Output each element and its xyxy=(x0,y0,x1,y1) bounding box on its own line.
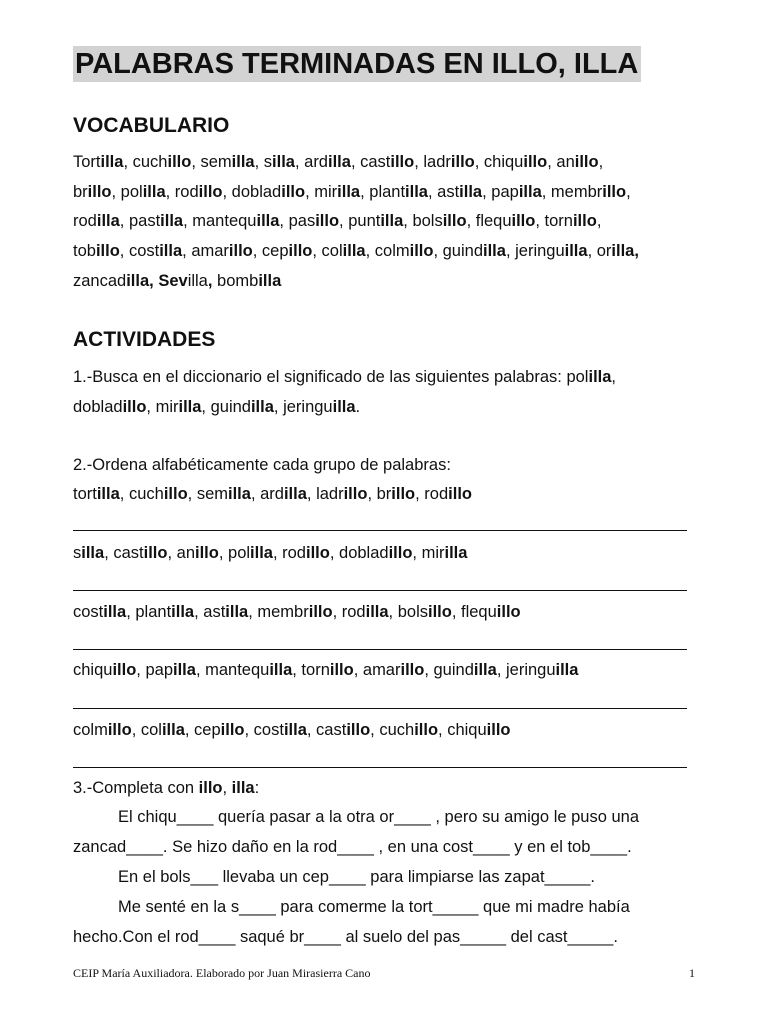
bold-ending: illa xyxy=(342,242,366,260)
activity-1-line xyxy=(73,367,616,387)
text-run: 1.-Busca en el diccionario el significado de las siguientes palabras: pol xyxy=(73,368,589,386)
bold-ending: illo xyxy=(400,661,425,679)
text-run: s xyxy=(73,544,82,562)
bold-ending: illa xyxy=(483,242,506,260)
text-run: , xyxy=(598,153,604,171)
text-run: tob xyxy=(73,242,96,260)
text-run: , s xyxy=(254,153,273,171)
bold-ending: illa xyxy=(328,153,351,171)
vocab-line xyxy=(73,152,603,172)
bold-ending: illo xyxy=(315,212,340,230)
bold-ending: illo xyxy=(288,242,313,260)
text-run: , ard xyxy=(294,153,328,171)
bold-ending: illo xyxy=(167,153,192,171)
bold-ending: illo xyxy=(450,153,475,171)
answer-line xyxy=(73,530,687,531)
bold-ending: illa xyxy=(405,183,428,201)
text-run: , past xyxy=(119,212,161,230)
text-run: rod xyxy=(73,212,97,230)
text-run: 2.-Ordena alfabéticamente cada grupo de palabras: xyxy=(73,456,451,474)
text-run: , jeringu xyxy=(505,242,565,260)
text-run: , pol xyxy=(218,544,251,562)
text-run: , flequ xyxy=(466,212,512,230)
bold-ending: illa xyxy=(171,603,195,621)
text-run: , xyxy=(596,212,602,230)
text-run: , xyxy=(626,183,631,201)
bold-ending: illa xyxy=(81,544,105,562)
text-run: , plant xyxy=(360,183,406,201)
bold-ending: illa xyxy=(228,485,251,503)
text-run: En el bols___ llevaba un cep____ para limpiarse las zapat_____. xyxy=(118,868,595,886)
bold-ending: illa xyxy=(100,153,124,171)
text-run: : xyxy=(254,779,260,797)
bold-ending: illo xyxy=(195,544,219,562)
text-run: , chiqu xyxy=(438,721,487,739)
bold-ending: illa xyxy=(365,603,389,621)
text-run: , ast xyxy=(194,603,226,621)
bold-ending: illa xyxy=(225,603,249,621)
text-run: , xyxy=(611,368,617,386)
bold-ending: illa xyxy=(231,779,255,797)
bold-ending: illo xyxy=(442,212,467,230)
text-run: bomb xyxy=(212,272,259,290)
text-run: , jeringu xyxy=(496,661,556,679)
fill-in-line xyxy=(118,867,595,887)
text-run: , pap xyxy=(136,661,173,679)
bold-ending: illa xyxy=(173,661,196,679)
text-run: , guind xyxy=(201,398,251,416)
vocab-line xyxy=(73,271,281,291)
bold-ending: illa xyxy=(142,183,166,201)
bold-ending: illa xyxy=(272,153,295,171)
text-run: , flequ xyxy=(451,603,497,621)
text-run: , jeringu xyxy=(273,398,333,416)
vocab-line xyxy=(73,241,639,261)
text-run: chiqu xyxy=(73,661,113,679)
text-run: , cast xyxy=(350,153,391,171)
text-run: , mantequ xyxy=(183,212,257,230)
bold-ending: illa xyxy=(258,272,282,290)
activities-heading: ACTIVIDADES xyxy=(73,328,216,351)
bold-ending: illa xyxy=(473,661,497,679)
text-run: , mir xyxy=(146,398,179,416)
bold-ending: illo xyxy=(390,153,415,171)
text-run: , bols xyxy=(403,212,443,230)
bold-ending: illa xyxy=(588,368,612,386)
text-run: , rod xyxy=(165,183,199,201)
word-group xyxy=(73,484,472,504)
text-run: cost xyxy=(73,603,104,621)
word-group xyxy=(73,660,578,680)
bold-ending: illa xyxy=(250,544,273,562)
text-run: , bols xyxy=(388,603,428,621)
bold-ending: illo xyxy=(107,721,132,739)
bold-ending: illo xyxy=(602,183,627,201)
text-run: , pas xyxy=(279,212,316,230)
bold-ending: illo xyxy=(122,398,147,416)
text-run: , xyxy=(222,779,232,797)
text-run: , guind xyxy=(424,661,474,679)
fill-in-line xyxy=(73,927,618,947)
bold-ending: illo xyxy=(574,153,599,171)
bold-ending: illo xyxy=(329,661,354,679)
bold-ending: illa xyxy=(564,242,588,260)
text-run: , or xyxy=(587,242,612,260)
bold-ending: illa xyxy=(459,183,483,201)
text-run: , membr xyxy=(248,603,309,621)
bold-ending: illa xyxy=(337,183,361,201)
text-run: , amar xyxy=(182,242,229,260)
bold-ending: illo xyxy=(572,212,597,230)
vocabulary-heading: VOCABULARIO xyxy=(73,114,230,137)
bold-ending: illo xyxy=(414,721,439,739)
bold-ending: illo xyxy=(409,242,434,260)
bold-ending: illo xyxy=(391,485,416,503)
text-run: , pap xyxy=(482,183,519,201)
bold-ending: illa, Sev xyxy=(126,272,188,290)
text-run: , col xyxy=(131,721,162,739)
text-run: , ard xyxy=(250,485,284,503)
bold-ending: illo xyxy=(198,183,223,201)
answer-line xyxy=(73,767,687,768)
page-footer xyxy=(73,966,695,981)
text-run: colm xyxy=(73,721,108,739)
bold-ending: illa xyxy=(518,183,542,201)
bold-ending: , xyxy=(207,272,213,290)
bold-ending: illo xyxy=(281,183,306,201)
text-run: , doblad xyxy=(329,544,389,562)
text-run: , rod xyxy=(332,603,366,621)
answer-line xyxy=(73,590,687,591)
bold-ending: illa xyxy=(269,661,293,679)
word-group xyxy=(73,602,521,622)
text-run: , sem xyxy=(187,485,228,503)
text-run: , cuch xyxy=(370,721,415,739)
text-run: , cuch xyxy=(119,485,164,503)
page-title: PALABRAS TERMINADAS EN ILLO, ILLA xyxy=(73,46,641,82)
text-run: , colm xyxy=(365,242,410,260)
text-run: , torn xyxy=(535,212,573,230)
text-run: , cost xyxy=(244,721,284,739)
activity-2-intro xyxy=(73,455,451,475)
bold-ending: illo xyxy=(228,242,253,260)
answer-line xyxy=(73,708,687,709)
bold-ending: illo xyxy=(95,242,120,260)
bold-ending: illo xyxy=(306,544,330,562)
text-run: , cuch xyxy=(123,153,168,171)
text-run: , cost xyxy=(119,242,160,260)
text-run: , chiqu xyxy=(474,153,524,171)
text-run: , col xyxy=(312,242,343,260)
text-run: , amar xyxy=(353,661,401,679)
text-run: br xyxy=(73,183,88,201)
text-run: doblad xyxy=(73,398,123,416)
bold-ending: illo xyxy=(427,603,452,621)
text-run: Me senté en la s____ para comerme la tort_____ que mi madre había xyxy=(118,898,630,916)
text-run: , mantequ xyxy=(195,661,270,679)
text-run: , pol xyxy=(111,183,143,201)
text-run: Tort xyxy=(73,153,101,171)
text-run: El chiqu____ quería pasar a la otra or____ , pero su amigo le puso una xyxy=(118,808,640,826)
bold-ending: illa, xyxy=(611,242,639,260)
bold-ending: illa xyxy=(159,242,183,260)
text-run: , an xyxy=(547,153,575,171)
bold-ending: illo xyxy=(511,212,536,230)
text-run: , membr xyxy=(541,183,603,201)
bold-ending: illo xyxy=(198,779,223,797)
text-run: , punt xyxy=(339,212,381,230)
text-run: , rod xyxy=(415,485,449,503)
text-run: , cep xyxy=(252,242,289,260)
bold-ending: illo xyxy=(112,661,137,679)
text-run: zancad xyxy=(73,272,127,290)
bold-ending: illa xyxy=(178,398,202,416)
text-run: , mir xyxy=(305,183,338,201)
text-run: , sem xyxy=(191,153,232,171)
bold-ending: illa xyxy=(380,212,404,230)
bold-ending: illa xyxy=(444,544,468,562)
bold-ending: illo xyxy=(308,603,333,621)
bold-ending: illa xyxy=(283,485,307,503)
word-group xyxy=(73,543,467,563)
text-run: , cast xyxy=(306,721,347,739)
text-run: , ast xyxy=(427,183,460,201)
text-run: , rod xyxy=(272,544,306,562)
bold-ending: illa xyxy=(250,398,274,416)
text-run: , plant xyxy=(126,603,172,621)
fill-in-line xyxy=(118,807,639,827)
bold-ending: illo xyxy=(486,721,511,739)
bold-ending: illo xyxy=(343,485,368,503)
text-run: , an xyxy=(167,544,195,562)
bold-ending: illo xyxy=(523,153,548,171)
bold-ending: illa xyxy=(256,212,280,230)
bold-ending: illa xyxy=(555,661,579,679)
bold-ending: illo xyxy=(163,485,188,503)
vocab-line xyxy=(73,211,601,231)
bold-ending: illa xyxy=(96,212,120,230)
bold-ending: illo xyxy=(220,721,245,739)
bold-ending: illo xyxy=(346,721,371,739)
text-run: , torn xyxy=(292,661,330,679)
bold-ending: illa xyxy=(96,485,120,503)
text-run: , cast xyxy=(104,544,144,562)
bold-ending: illa xyxy=(332,398,356,416)
text-run: , ladr xyxy=(414,153,451,171)
bold-ending: illo xyxy=(87,183,112,201)
bold-ending: illa xyxy=(161,721,185,739)
text-run: , mir xyxy=(412,544,445,562)
text-run: hecho.Con el rod____ saqué br____ al suelo del pas_____ del cast_____. xyxy=(73,928,618,946)
vocab-line xyxy=(73,182,631,202)
bold-ending: illa xyxy=(160,212,184,230)
answer-line xyxy=(73,649,687,650)
activity-3-intro xyxy=(73,778,259,798)
word-group xyxy=(73,720,511,740)
text-run: , guind xyxy=(433,242,483,260)
text-run: , doblad xyxy=(222,183,282,201)
bold-ending: illo xyxy=(496,603,521,621)
text-run: tort xyxy=(73,485,97,503)
text-run: . xyxy=(355,398,361,416)
activity-1-line xyxy=(73,397,360,417)
text-run: 3.-Completa con xyxy=(73,779,199,797)
text-run: , ladr xyxy=(306,485,344,503)
text-run: zancad____. Se hizo daño en la rod____ , en una cost____ y en el tob____. xyxy=(73,838,632,856)
bold-ending: illa xyxy=(283,721,307,739)
bold-ending: illa xyxy=(231,153,255,171)
text-run: , br xyxy=(367,485,392,503)
bold-ending: illo xyxy=(143,544,168,562)
bold-ending: illo xyxy=(448,485,472,503)
bold-ending: illo xyxy=(388,544,413,562)
text-run: , cep xyxy=(184,721,221,739)
fill-in-line xyxy=(118,897,630,917)
text-run: illa xyxy=(187,272,208,290)
fill-in-line xyxy=(73,837,632,857)
bold-ending: illa xyxy=(103,603,127,621)
page-number: 1 xyxy=(689,966,695,980)
footer-credit: CEIP María Auxiliadora. Elaborado por Juan Mirasierra Cano xyxy=(73,966,371,980)
